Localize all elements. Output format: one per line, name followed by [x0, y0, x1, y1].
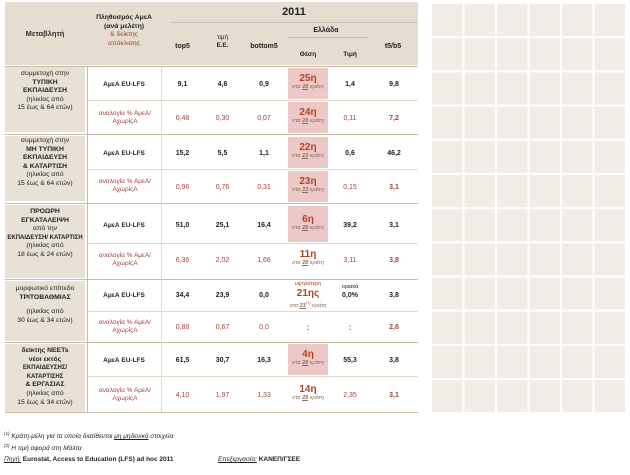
empty-grid-lines [430, 2, 625, 412]
eu-value: 23,9 [215, 291, 230, 299]
eu-value: 25,1 [215, 221, 230, 229]
bottom5-value: 1,1 [259, 149, 269, 157]
bottom5-value: 0,31 [257, 183, 271, 191]
row-divider [5, 203, 418, 204]
top5-value: 0,96 [175, 183, 190, 191]
eu-value: 5,5 [217, 149, 228, 157]
eu-value: 1,97 [215, 391, 230, 399]
top5-value: 4,10 [175, 391, 190, 399]
top5-value: 0,48 [175, 114, 190, 122]
top5-value: 61,5 [175, 356, 190, 364]
header-value: Τιμή [343, 50, 357, 58]
bottom5-value: 0,9 [259, 80, 269, 88]
row-divider [88, 169, 418, 170]
ratio-value: 3,1 [389, 221, 399, 229]
eu-value: 4,6 [217, 80, 228, 88]
row-divider [5, 342, 418, 343]
greece-rank: 25η στα 28 κράτη [292, 73, 324, 90]
greece-value: 0,11 [343, 114, 357, 122]
greece-rank: 24η στα 28 κράτη [292, 107, 324, 124]
bottom5-value: 0,0 [259, 291, 269, 299]
header-variable: Μεταβλητή [25, 29, 65, 38]
processing-line: Επεξεργασία: ΚΑΝΕΠ/ΓΣΕΕ [218, 456, 301, 463]
ratio-value: 3,1 [389, 183, 399, 191]
ratio-value: 3,8 [389, 256, 399, 264]
row-divider [88, 243, 418, 244]
top5-value: 15,2 [175, 149, 190, 157]
ratio-value: 7,2 [389, 114, 399, 122]
variable-label: συμμετοχή στην ΜΗ ΤΥΠΙΚΗ ΕΚΠΑΙΔΕΥΣΗ & ΚΑΤΑΡΤΙΣΗ (ηλικίας από 15 έως & 64 ετών) [17, 137, 73, 187]
greece-rank: : [306, 322, 310, 332]
header-eu: τιμή Ε.Ε. [216, 34, 229, 49]
ratio-value: 3,1 [389, 391, 399, 399]
greece-rank: υψηλότερη 21ης στα 21$^{(1)}$ κράτη [289, 281, 327, 309]
ratio-value: 46,2 [387, 149, 401, 157]
population-label: ΑμεΑ EU-LFS [103, 149, 145, 157]
bottom5-value: 16,3 [257, 356, 271, 364]
variable-label: συμμετοχή στην ΤΥΠΙΚΗ ΕΚΠΑΙΔΕΥΣΗ (ηλικίας από 15 έως & 64 ετών) [17, 70, 73, 112]
greece-rank: 22η στα 23 κράτη [292, 142, 324, 159]
header-top5: top5 [175, 42, 190, 50]
top5-value: 9,1 [177, 80, 188, 88]
header-divider [288, 37, 368, 38]
greece-value: 2,35 [343, 391, 357, 399]
top5-value: 0,88 [175, 323, 190, 331]
variable-label: ΠΡΟΩΡΗ ΕΓΚΑΤΑΛΕΙΨΗ από την ΕΚΠΑΙΔΕΥΣΗ/ ΚΑΤΑΡΤΙΣΗ (ηλικίας από 18 έως & 24 ετών) [7, 208, 83, 258]
ratio-label: αναλογία % ΑμεΑ/ΑχωρίςΑ [98, 319, 152, 334]
greece-rank: 6η στα 28 κράτη [292, 214, 324, 231]
ratio-label: αναλογία % ΑμεΑ/ΑχωρίςΑ [98, 387, 152, 402]
ratio-value: 3,8 [389, 291, 399, 299]
ratio-label: αναλογία % ΑμεΑ/ΑχωρίςΑ [98, 110, 152, 125]
variable-label: μορφωτικό επίπεδο ΤΡΙΤΟΒΑΘΜΙΑΣ (ηλικίας από 30 έως & 34 ετών) [15, 285, 75, 324]
greece-value: 55,3 [343, 356, 357, 364]
ratio-label: αναλογία % ΑμεΑ/ΑχωρίςΑ [98, 252, 152, 267]
bottom5-value: 1,66 [257, 256, 271, 264]
top5-value: 34,4 [175, 291, 190, 299]
eu-value: 0,30 [215, 114, 230, 122]
greece-value: : [348, 322, 352, 332]
row-divider [88, 376, 418, 377]
greece-rank: 14η στα 28 κράτη [292, 384, 324, 401]
greece-value: οριακά 0,0% [341, 284, 359, 299]
greece-value: 39,2 [343, 221, 357, 229]
eu-value: 0,67 [215, 323, 230, 331]
population-label: ΑμεΑ EU-LFS [103, 356, 145, 364]
row-divider [88, 311, 418, 312]
bottom5-value: 16,4 [257, 221, 271, 229]
population-label: ΑμεΑ EU-LFS [103, 80, 145, 88]
top5-value: 6,36 [175, 256, 190, 264]
greece-value: 1,4 [345, 80, 355, 88]
ratio-label: αναλογία % ΑμεΑ/ΑχωρίςΑ [98, 178, 152, 193]
bottom5-value: 0,07 [257, 114, 271, 122]
variable-label: δείκτης NEETs νέοι εκτός ΕΚΠΑΙΔΕΥΣΗΣ/ΚΑΤΑΡΤΙΣΗΣ & ΕΡΓΑΣΙΑΣ (ηλικίας από 15 έως & 34 ετών) [17, 347, 73, 406]
eu-value: 30,7 [215, 356, 230, 364]
header-greece: Ελλάδα [313, 26, 339, 34]
header-year: 2011 [282, 6, 306, 18]
row-divider [5, 412, 418, 413]
header-bottom5: bottom5 [250, 42, 278, 50]
ratio-value: 3,8 [389, 356, 399, 364]
footnote-1: $^{(1)}$ Κράτη-μέλη για τα οποία διατίθενται μη μηδενικά στοιχεία [4, 431, 174, 441]
eu-value: 0,76 [215, 183, 230, 191]
header-population: Πληθυσμός ΑμεΑ (ανά μελέτη) & δείκτης απόκλισης [96, 14, 152, 47]
row-divider [88, 100, 418, 101]
greece-value: 0,6 [345, 149, 355, 157]
header-position: Θέση [299, 50, 317, 58]
top5-value: 51,0 [175, 221, 190, 229]
population-label: ΑμεΑ EU-LFS [103, 221, 145, 229]
footnote-2: $^{(2)}$ Η τιμή αφορά στη Μάλτα [4, 443, 82, 453]
row-divider [5, 66, 418, 67]
bottom5-value: 0,0 [259, 323, 269, 331]
eu-value: 2,02 [215, 256, 230, 264]
source-line: Πηγή: Eurostat, Access to Education (LFS) ad hoc 2011 [4, 456, 174, 463]
row-divider [5, 279, 418, 280]
ratio-value: 2,6 [389, 323, 399, 331]
ratio-value: 9,8 [389, 80, 399, 88]
greece-rank: 4η στα 28 κράτη [292, 349, 324, 366]
column-divider [161, 66, 162, 412]
header-divider [170, 22, 418, 23]
population-label: ΑμεΑ EU-LFS [103, 291, 145, 299]
row-divider [5, 134, 418, 135]
header-ratio: t5/b5 [384, 42, 402, 50]
greece-value: 0,15 [343, 183, 357, 191]
bottom5-value: 1,33 [257, 391, 271, 399]
greece-value: 3,11 [343, 256, 357, 264]
greece-rank: 11η στα 28 κράτη [292, 249, 324, 266]
greece-rank: 23η στα 23 κράτη [292, 176, 324, 193]
